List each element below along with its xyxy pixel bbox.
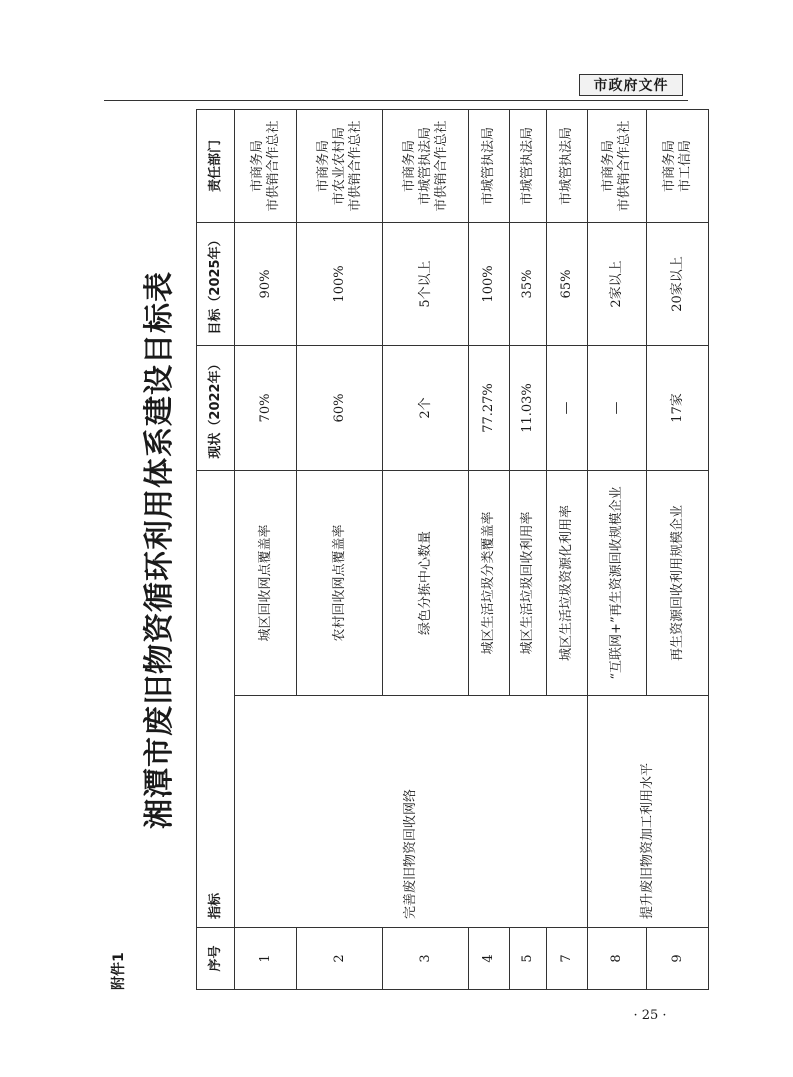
cell-dept: 市城管执法局 — [547, 109, 588, 222]
page-title: 湘潭市废旧物资循环利用体系建设目标表 — [142, 271, 177, 829]
header-seq: 序号 — [197, 928, 235, 990]
cell-dept: 市城管执法局 — [510, 109, 547, 222]
cell-indicator: 城区生活垃圾回收利用率 — [510, 470, 547, 695]
cell-current: 2个 — [383, 345, 469, 470]
cell-current: — — [588, 345, 647, 470]
cell-indicator: 绿色分拣中心数量 — [383, 470, 469, 695]
table-header-row — [197, 109, 235, 989]
cell-indicator: 农村回收网点覆盖率 — [297, 470, 383, 695]
cell-indicator: “互联网+”再生资源回收规模企业 — [588, 470, 647, 695]
cell-dept: 市商务局 市供销合作总社 — [235, 109, 297, 222]
category-cell: 完善废旧物资回收网络 — [235, 696, 588, 928]
cell-seq: 7 — [547, 928, 588, 990]
cell-seq: 4 — [469, 928, 510, 990]
cell-dept: 市商务局 市农业农村局 市供销合作总社 — [297, 109, 383, 222]
section-label: 市政府文件 — [579, 74, 683, 96]
cell-indicator: 城区回收网点覆盖率 — [235, 470, 297, 695]
table-row — [235, 109, 297, 989]
header-dept: 责任部门 — [197, 109, 235, 222]
cell-dept: 市商务局 市供销合作总社 — [588, 109, 647, 222]
cell-target: 90% — [235, 222, 297, 345]
cell-target: 35% — [510, 222, 547, 345]
category-cell: 提升废旧物资加工利用水平 — [588, 696, 709, 928]
cell-target: 100% — [469, 222, 510, 345]
cell-seq: 3 — [383, 928, 469, 990]
cell-indicator: 城区生活垃圾分类覆盖率 — [469, 470, 510, 695]
cell-current: — — [547, 345, 588, 470]
cell-target: 20家以上 — [647, 222, 709, 345]
cell-seq: 9 — [647, 928, 709, 990]
cell-dept: 市商务局 市工信局 — [647, 109, 709, 222]
header-rule — [104, 100, 688, 101]
header-current: 现状（2022年） — [197, 345, 235, 470]
cell-seq: 2 — [297, 928, 383, 990]
cell-target: 65% — [547, 222, 588, 345]
rotated-page-content — [104, 110, 693, 990]
cell-seq: 5 — [510, 928, 547, 990]
cell-current: 17家 — [647, 345, 709, 470]
header-indicator: 指标 — [197, 470, 235, 927]
page-number: · 25 · — [633, 1008, 667, 1023]
cell-current: 70% — [235, 345, 297, 470]
cell-target: 2家以上 — [588, 222, 647, 345]
cell-target: 100% — [297, 222, 383, 345]
header-target: 目标（2025年） — [197, 222, 235, 345]
cell-current: 60% — [297, 345, 383, 470]
cell-current: 11.03% — [510, 345, 547, 470]
table-row — [588, 109, 647, 989]
cell-seq: 1 — [235, 928, 297, 990]
cell-seq: 8 — [588, 928, 647, 990]
cell-indicator: 城区生活垃圾资源化利用率 — [547, 470, 588, 695]
target-table — [196, 109, 709, 990]
annex-label: 附件1 — [111, 952, 127, 990]
cell-dept: 市城管执法局 — [469, 109, 510, 222]
cell-dept: 市商务局 市城管执法局 市供销合作总社 — [383, 109, 469, 222]
cell-indicator: 再生资源回收利用规模企业 — [647, 470, 709, 695]
cell-target: 5个以上 — [383, 222, 469, 345]
cell-current: 77.27% — [469, 345, 510, 470]
